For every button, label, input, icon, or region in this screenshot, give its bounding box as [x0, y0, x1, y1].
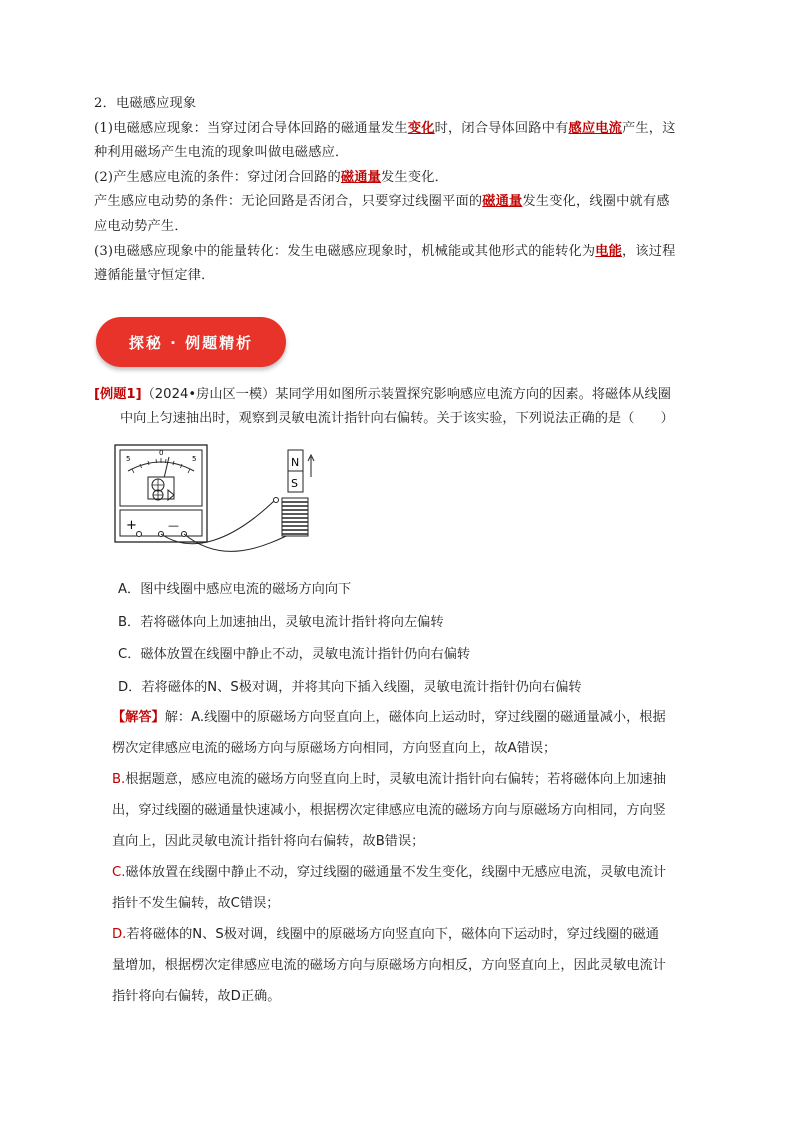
- concept-section: [94, 92, 704, 289]
- para-1-line-1: (1)电磁感应现象：当穿过闭合导体回路的磁通量发生变化时，闭合导体回路中有感应电流产生，这: [94, 120, 676, 136]
- option-c[interactable]: C．磁体放置在线圈中静止不动，灵敏电流计指针仍向右偏转: [118, 647, 471, 662]
- answer-d-3: 指针将向右偏转，故D正确。: [112, 989, 281, 1004]
- terminal-1: [137, 532, 142, 537]
- question-text-1: （2024•房山区一模）某同学用如图所示装置探究影响感应电流方向的因素。将磁体从线圈: [141, 387, 671, 402]
- coil-windings: [282, 502, 308, 534]
- para-1-line-2: 种利用磁场产生电流的现象叫做电磁感应．: [94, 145, 349, 161]
- scale-left-label: 5: [126, 455, 131, 463]
- para-3-line-2: 应电动势产生．: [94, 218, 188, 234]
- plus-label: +: [126, 518, 137, 533]
- highlight-induced-current: 感应电流: [568, 120, 623, 136]
- answer-b-2: 出，穿过线圈的磁通量快速减小，根据楞次定律感应电流的磁场方向与原磁场方向相同，方向竖: [112, 803, 666, 818]
- highlight-flux-1: 磁通量: [340, 169, 382, 185]
- option-d[interactable]: D．若将磁体的N、S极对调，并将其向下插入线圈，灵敏电流计指针仍向右偏转: [118, 679, 582, 695]
- highlight-change: 变化: [407, 120, 435, 136]
- question-text-2: 中向上匀速抽出时，观察到灵敏电流计指针向右偏转。关于该实验，下列说法正确的是（ ）: [120, 411, 674, 426]
- magnet-s-label: S: [291, 477, 298, 490]
- options-list: [118, 574, 582, 704]
- answer-a-2: 楞次定律感应电流的磁场方向与原磁场方向相同，方向竖直向上，故A错误；: [112, 741, 557, 756]
- coil-terminal: [274, 498, 279, 503]
- answer-c-1: 磁体放置在线圈中静止不动，穿过线圈的磁通量不发生变化，线圈中无感应电流，灵敏电流计: [125, 865, 667, 880]
- experiment-diagram: [112, 443, 332, 573]
- para-2: (2)产生感应电流的条件：穿过闭合回路的磁通量发生变化．: [94, 169, 448, 185]
- option-a[interactable]: A．图中线圈中感应电流的磁场方向向下: [118, 582, 352, 597]
- para-4-line-2: 遵循能量守恒定律．: [94, 268, 215, 284]
- answer-c-2: 指针不发生偏转，故C错误；: [112, 896, 280, 911]
- section-title: 2．电磁感应现象: [94, 96, 197, 111]
- answer-a-1: A.线圈中的原磁场方向竖直向上，磁体向上运动时，穿过线圈的磁通量减小，根据: [191, 710, 666, 725]
- highlight-flux-2: 磁通量: [482, 194, 523, 210]
- scale-right-label: 5: [192, 455, 197, 463]
- answer-block: 【解答】解：A.线圈中的原磁场方向竖直向上，磁体向上运动时，穿过线圈的磁通量减小，根据 楞次定律感应电流的磁场方向与原磁场方向相同，方向竖直向上，故A错误； B.根据题意，感应电流的磁场方向竖直向上时，灵敏电流计指针向右偏转；若将磁体向上加速抽 出，穿过线圈的磁通量快速减小，根据楞次定律感应电流的磁场方向与原磁场方向相同，方向竖 直向上，因此灵敏电流计指针将向右偏转，故B错误； C.磁体放置在线圈中静止不动，穿过线圈的磁通量不发生变化，线圈中无感应电流，灵敏电流计 指针不发生偏转，故C错误； D.若将磁体的N、S极对调，线圈中的原磁场方向竖直向下，磁体向下运动时，穿过线圈的磁通 量增加，根据楞次定律感应电流的磁场方向与原磁场方向相反，方向竖直向上，因此灵敏电流计 指针将向右偏转，故D正确。: [112, 702, 706, 1012]
- answer-d-2: 量增加，根据楞次定律感应电流的磁场方向与原磁场方向相反，方向竖直向上，因此灵敏电流计: [112, 958, 666, 973]
- scale-mid-label: 0: [159, 449, 164, 457]
- answer-b-1: 根据题意，感应电流的磁场方向竖直向上时，灵敏电流计指针向右偏转；若将磁体向上加速抽: [125, 772, 666, 787]
- answer-tag: 【解答】: [112, 710, 165, 725]
- minus-label: —: [168, 519, 179, 532]
- option-b[interactable]: B．若将磁体向上加速抽出，灵敏电流计指针将向左偏转: [118, 614, 444, 630]
- para-3-line-1: 产生感应电动势的条件：无论回路是否闭合，只要穿过线圈平面的磁通量发生变化，线圈中就有感: [94, 194, 670, 210]
- magnet-n-label: N: [291, 456, 300, 469]
- question-tag: [例题1]: [94, 387, 142, 402]
- answer-b-3: 直向上，因此灵敏电流计指针将向右偏转，故B错误；: [112, 834, 425, 849]
- highlight-electric-energy: 电能: [595, 243, 623, 259]
- example-banner: [96, 317, 286, 367]
- answer-d-1: 若将磁体的N、S极对调，线圈中的原磁场方向竖直向下，磁体向下运动时，穿过线圈的磁通: [126, 927, 659, 942]
- question-stem: [94, 383, 706, 431]
- banner-label: 探秘 · 例题精析: [128, 333, 254, 352]
- para-4-line-1: (3)电磁感应现象中的能量转化：发生电磁感应现象时，机械能或其他形式的能转化为电能，该过程: [94, 243, 676, 259]
